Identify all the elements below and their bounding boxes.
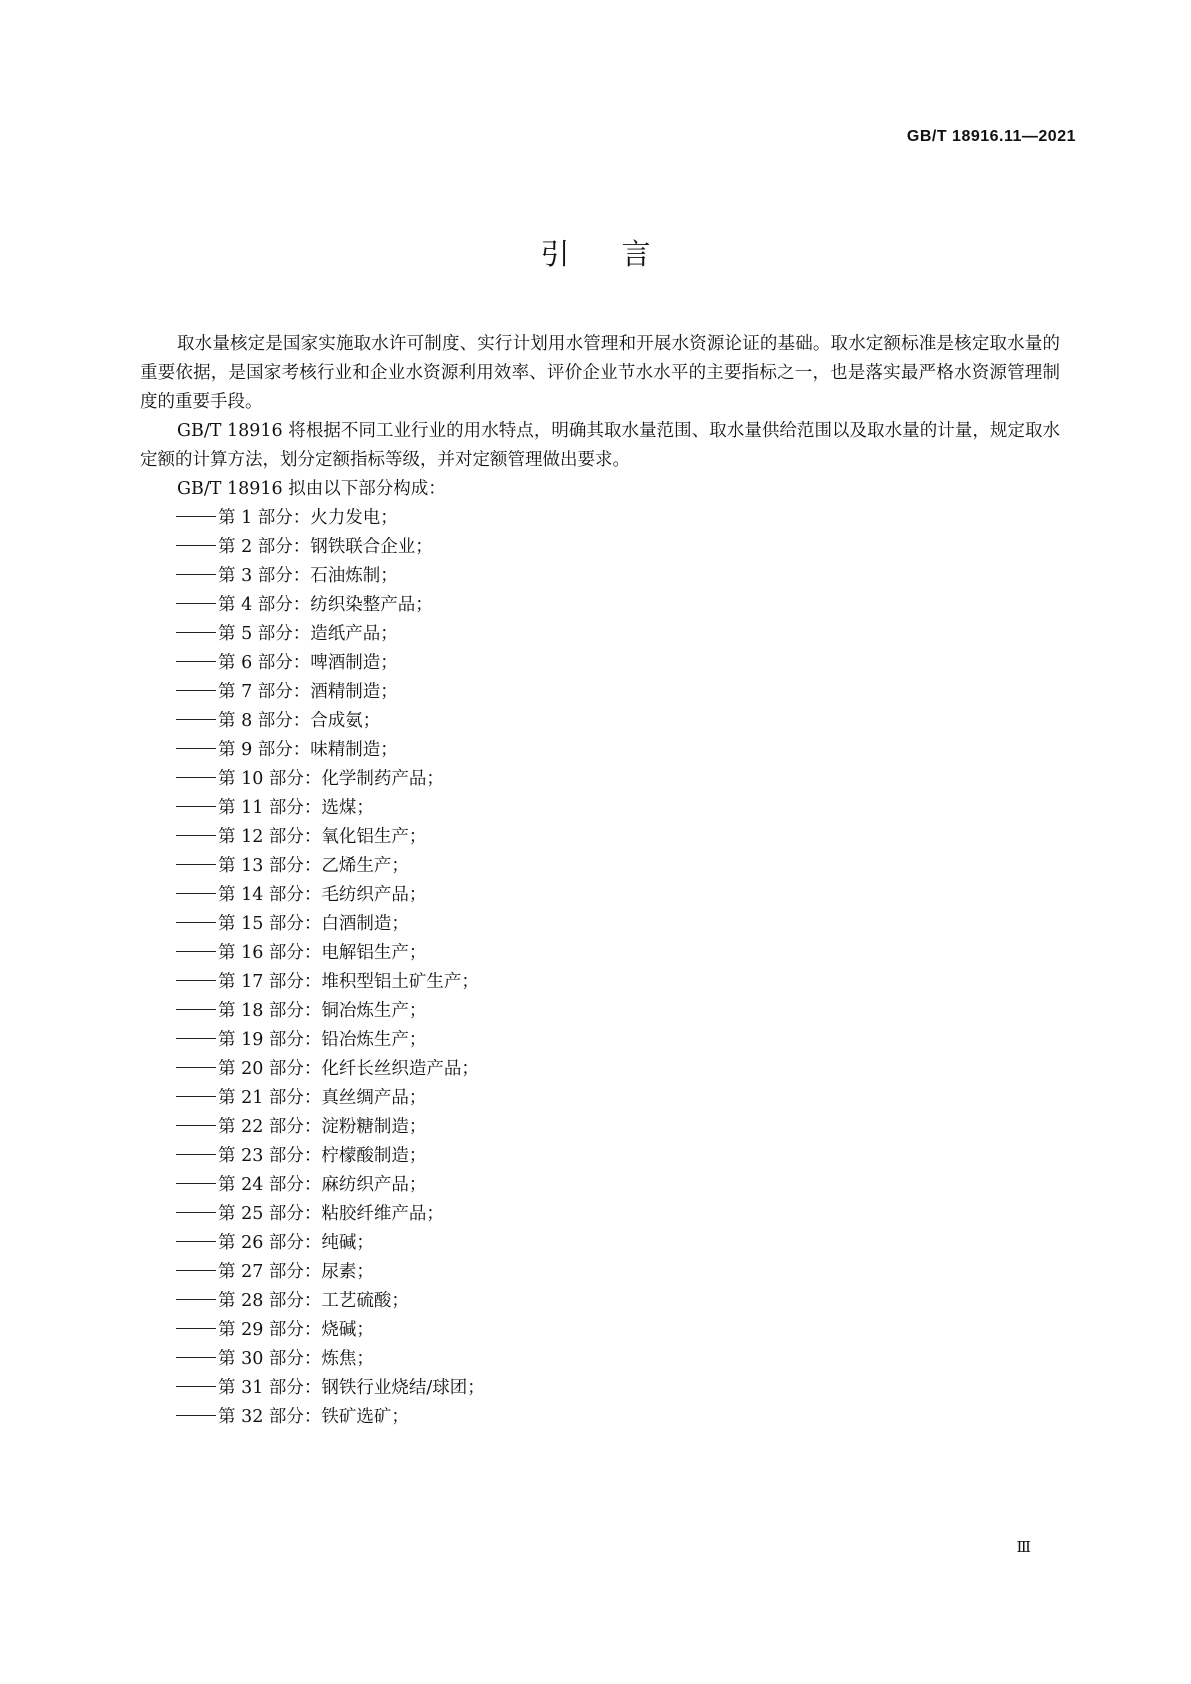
list-item — [140, 620, 1060, 649]
list-item — [140, 1374, 1060, 1403]
list-item — [140, 649, 1060, 678]
list-item-label: 第 12 部分：氧化铝生产； — [218, 827, 427, 847]
list-item — [140, 1200, 1060, 1229]
list-item-label: 第 28 部分：工艺硫酸； — [218, 1291, 409, 1311]
list-item-label: 第 2 部分：钢铁联合企业； — [218, 537, 433, 557]
list-dash — [176, 1357, 216, 1358]
list-item — [140, 939, 1060, 968]
list-dash — [176, 1125, 216, 1126]
list-item — [140, 910, 1060, 939]
paragraph: GB/T 18916 拟由以下部分构成： — [177, 479, 446, 499]
list-dash — [176, 835, 216, 836]
list-item-label: 第 29 部分：烧碱； — [218, 1320, 374, 1340]
list-item-label: 第 3 部分：石油炼制； — [218, 566, 398, 586]
list-item-label: 第 32 部分：铁矿选矿； — [218, 1407, 409, 1427]
list-item-label: 第 6 部分：啤酒制造； — [218, 653, 398, 673]
list-item — [140, 504, 1060, 533]
page-number: Ⅲ — [1016, 1538, 1031, 1556]
list-dash — [176, 748, 216, 749]
list-item-label: 第 26 部分：纯碱； — [218, 1233, 374, 1253]
list-dash — [176, 603, 216, 604]
list-item — [140, 736, 1060, 765]
list-item — [140, 968, 1060, 997]
body-text — [140, 330, 1060, 1432]
list-item — [140, 1403, 1060, 1432]
list-item-label: 第 20 部分：化纤长丝织造产品； — [218, 1059, 479, 1079]
list-item — [140, 881, 1060, 910]
list-item-label: 第 27 部分：尿素； — [218, 1262, 374, 1282]
list-item — [140, 1258, 1060, 1287]
list-item-label: 第 5 部分：造纸产品； — [218, 624, 398, 644]
list-dash — [176, 777, 216, 778]
list-item — [140, 852, 1060, 881]
list-dash — [176, 1328, 216, 1329]
list-item — [140, 562, 1060, 591]
list-item — [140, 997, 1060, 1026]
list-dash — [176, 980, 216, 981]
list-item-label: 第 14 部分：毛纺织产品； — [218, 885, 427, 905]
list-item-label: 第 10 部分：化学制药产品； — [218, 769, 444, 789]
list-item — [140, 678, 1060, 707]
list-dash — [176, 719, 216, 720]
list-item-label: 第 9 部分：味精制造； — [218, 740, 398, 760]
standard-code: GB/T 18916.11—2021 — [906, 128, 1076, 145]
list-dash — [176, 1183, 216, 1184]
list-dash — [176, 1386, 216, 1387]
list-item-label: 第 31 部分：钢铁行业烧结/球团； — [218, 1378, 485, 1398]
list-item-label: 第 25 部分：粘胶纤维产品； — [218, 1204, 444, 1224]
list-dash — [176, 951, 216, 952]
list-dash — [176, 1270, 216, 1271]
list-dash — [176, 545, 216, 546]
list-dash — [176, 661, 216, 662]
list-dash — [176, 632, 216, 633]
list-dash — [176, 516, 216, 517]
list-item — [140, 1142, 1060, 1171]
list-dash — [176, 806, 216, 807]
list-item — [140, 707, 1060, 736]
list-item-label: 第 16 部分：电解铝生产； — [218, 943, 427, 963]
list-dash — [176, 1212, 216, 1213]
paragraph: 取水量核定是国家实施取水许可制度、实行计划用水管理和开展水资源论证的基础。取水定额标准是核定取水量的重要依据，是国家考核行业和企业水资源利用效率、评价企业节水水平的主要指标之一，也是落实最严格水资源管理制度的重要手段。 — [140, 334, 1060, 412]
list-item — [140, 1026, 1060, 1055]
list-item-label: 第 24 部分：麻纺织产品； — [218, 1175, 427, 1195]
list-item — [140, 1113, 1060, 1142]
list-item-label: 第 23 部分：柠檬酸制造； — [218, 1146, 427, 1166]
list-item — [140, 1229, 1060, 1258]
list-dash — [176, 1038, 216, 1039]
list-item-label: 第 19 部分：铅冶炼生产； — [218, 1030, 427, 1050]
list-dash — [176, 1096, 216, 1097]
list-item-label: 第 11 部分：选煤； — [218, 798, 374, 818]
list-item — [140, 1287, 1060, 1316]
list-item — [140, 794, 1060, 823]
list-item — [140, 591, 1060, 620]
list-dash — [176, 690, 216, 691]
list-dash — [176, 1299, 216, 1300]
list-item-label: 第 4 部分：纺织染整产品； — [218, 595, 433, 615]
list-item — [140, 533, 1060, 562]
list-item-label: 第 18 部分：铜冶炼生产； — [218, 1001, 427, 1021]
list-item-label: 第 21 部分：真丝绸产品； — [218, 1088, 427, 1108]
list-item — [140, 1084, 1060, 1113]
list-item-label: 第 30 部分：炼焦； — [218, 1349, 374, 1369]
list-dash — [176, 1241, 216, 1242]
list-item-label: 第 15 部分：白酒制造； — [218, 914, 409, 934]
list-item-label: 第 17 部分：堆积型铝土矿生产； — [218, 972, 479, 992]
page-title: 引言 — [540, 237, 703, 271]
list-item-label: 第 22 部分：淀粉糖制造； — [218, 1117, 427, 1137]
list-dash — [176, 1154, 216, 1155]
list-item-label: 第 1 部分：火力发电； — [218, 508, 398, 528]
list-item-label: 第 13 部分：乙烯生产； — [218, 856, 409, 876]
list-dash — [176, 1415, 216, 1416]
list-item — [140, 1171, 1060, 1200]
list-dash — [176, 1067, 216, 1068]
list-item-label: 第 8 部分：合成氨； — [218, 711, 381, 731]
list-item — [140, 1316, 1060, 1345]
list-item-label: 第 7 部分：酒精制造； — [218, 682, 398, 702]
parts-list — [140, 504, 1060, 1432]
list-item — [140, 765, 1060, 794]
list-dash — [176, 864, 216, 865]
list-dash — [176, 1009, 216, 1010]
list-item — [140, 1055, 1060, 1084]
list-item — [140, 823, 1060, 852]
list-dash — [176, 574, 216, 575]
list-dash — [176, 922, 216, 923]
list-dash — [176, 893, 216, 894]
list-item — [140, 1345, 1060, 1374]
paragraph: GB/T 18916 将根据不同工业行业的用水特点，明确其取水量范围、取水量供给范围以及取水量的计量，规定取水定额的计算方法，划分定额指标等级，并对定额管理做出要求。 — [140, 421, 1060, 470]
